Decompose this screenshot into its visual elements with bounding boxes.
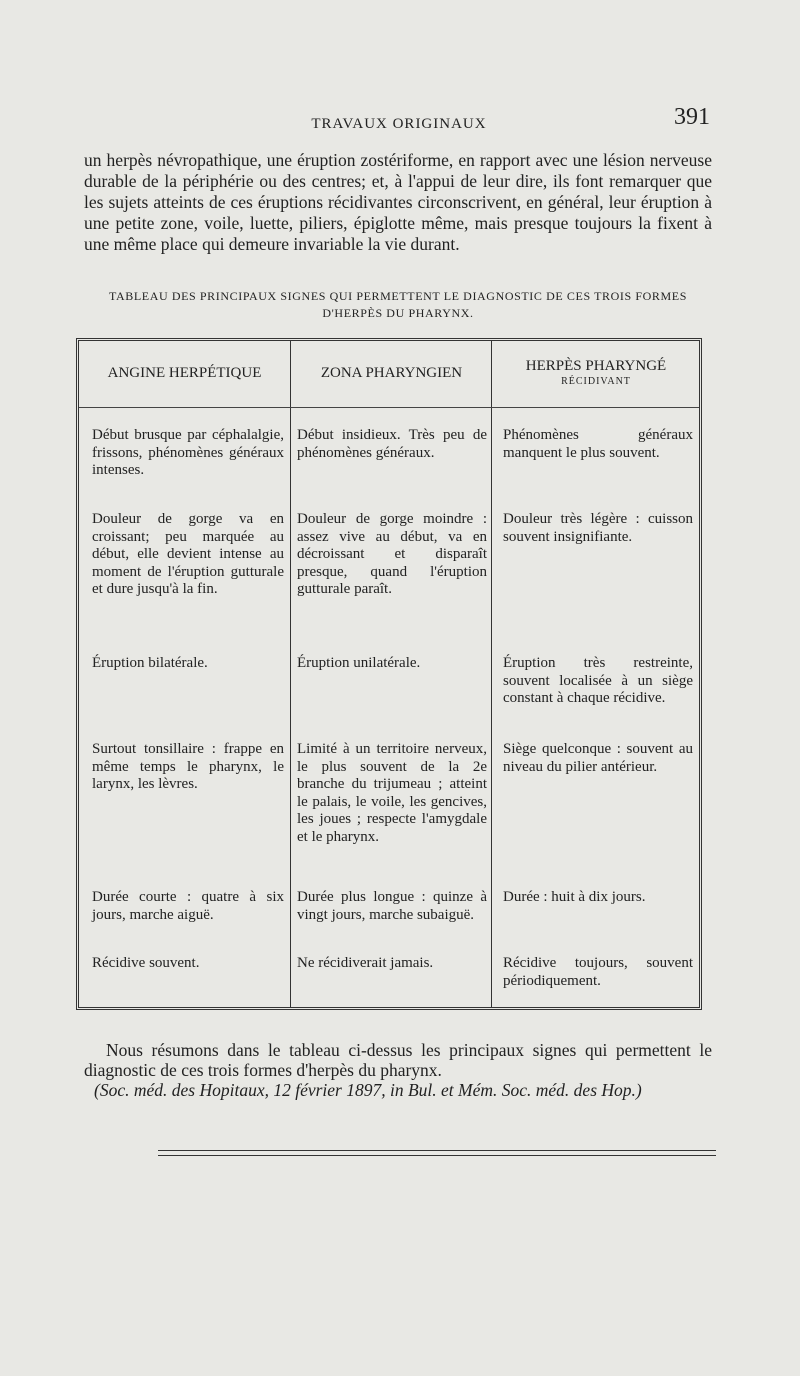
table-cell: Début insidieux. Très peu de phénomènes généraux. — [297, 427, 487, 461]
page-number: 391 — [674, 104, 710, 130]
table-cell: Limité à un territoire nerveux, le plus souvent de la 2e branche du trijumeau ; atteint le palais, le voile, les gencives, les joues ; respecte l'amygdale et le pharynx. — [297, 741, 487, 845]
table-cell: Récidive souvent. — [92, 955, 200, 971]
table-cell: Ne récidiverait jamais. — [297, 955, 434, 971]
running-head: TRAVAUX ORIGINAUX — [311, 116, 487, 132]
table-cell: Éruption bilatérale. — [92, 655, 208, 671]
column-header-sublabel: RÉCIDIVANT — [561, 376, 631, 387]
table-cell: Éruption unilatérale. — [297, 655, 421, 671]
summary-paragraph: Nous résumons dans le tableau ci-dessus les principaux signes qui permettent le diagnostic de ces trois formes d'herpès du pharynx. — [84, 1040, 712, 1080]
table-cell: Douleur de gorge va en croissant; peu marquée au début, elle devient intense au moment de l'éruption gutturale et dure jusqu'à la fin. — [92, 511, 284, 597]
column-divider — [491, 341, 492, 1007]
column-header-label: HERPÈS PHARYNGÉ — [525, 358, 667, 374]
column-header-herpes — [493, 358, 699, 387]
intro-paragraph: un herpès névropathique, une éruption zostériforme, en rapport avec une lésion nerveuse durable de la périphérie ou des centres; et, à l'appui de leur dire, ils font remarquer que les sujets atteints de ces éruptions récidivantes circonscrivent, en général, leur éruption à une petite zone, voile, luette, piliers, épiglotte même, mais presque toujours la fixent à une même place qui demeure invariable la vie durant. — [84, 150, 712, 254]
column-divider — [290, 341, 291, 1007]
citation: (Soc. méd. des Hopitaux, 12 février 1897, in Bul. et Mém. Soc. méd. des Hop.) — [94, 1080, 642, 1100]
table-cell: Surtout tonsillaire : frappe en même temps le pharynx, le larynx, les lèvres. — [92, 741, 284, 792]
table-cell: Durée plus longue : quinze à vingt jours, marche subaiguë. — [297, 889, 487, 923]
header-divider — [79, 407, 699, 408]
table-cell: Douleur très légère : cuisson souvent insignifiante. — [503, 511, 693, 545]
column-header-label: ZONA PHARYNGIEN — [320, 365, 463, 381]
end-rule — [158, 1150, 716, 1151]
column-header-angine — [79, 365, 290, 382]
end-rule — [158, 1155, 716, 1156]
table-cell: Durée : huit à dix jours. — [503, 889, 646, 905]
table-cell: Douleur de gorge moindre : assez vive au début, va en décroissant et disparaît presque, quand l'éruption gutturale paraît. — [297, 511, 487, 597]
table-cell: Éruption très restreinte, souvent localisée à un siège constant à chaque récidive. — [503, 655, 693, 706]
column-header-zona — [292, 365, 491, 382]
table-cell: Siège quelconque : souvent au niveau du pilier antérieur. — [503, 741, 693, 775]
table-cell: Phénomènes généraux manquent le plus souvent. — [503, 427, 693, 461]
table-caption: TABLEAU DES PRINCIPAUX SIGNES QUI PERMETTENT LE DIAGNOSTIC DE CES TROIS FORMES D'HERPÈS DU PHARYNX. — [109, 289, 687, 320]
table-cell: Début brusque par céphalalgie, frissons, phénomènes généraux intenses. — [92, 427, 284, 478]
table-cell: Récidive toujours, souvent périodiquement. — [503, 955, 693, 989]
table-cell: Durée courte : quatre à six jours, marche aiguë. — [92, 889, 284, 923]
closing-text — [84, 1040, 712, 1100]
diagnostic-table — [76, 338, 702, 1010]
column-header-label: ANGINE HERPÉTIQUE — [107, 365, 262, 381]
page-header — [88, 104, 710, 134]
